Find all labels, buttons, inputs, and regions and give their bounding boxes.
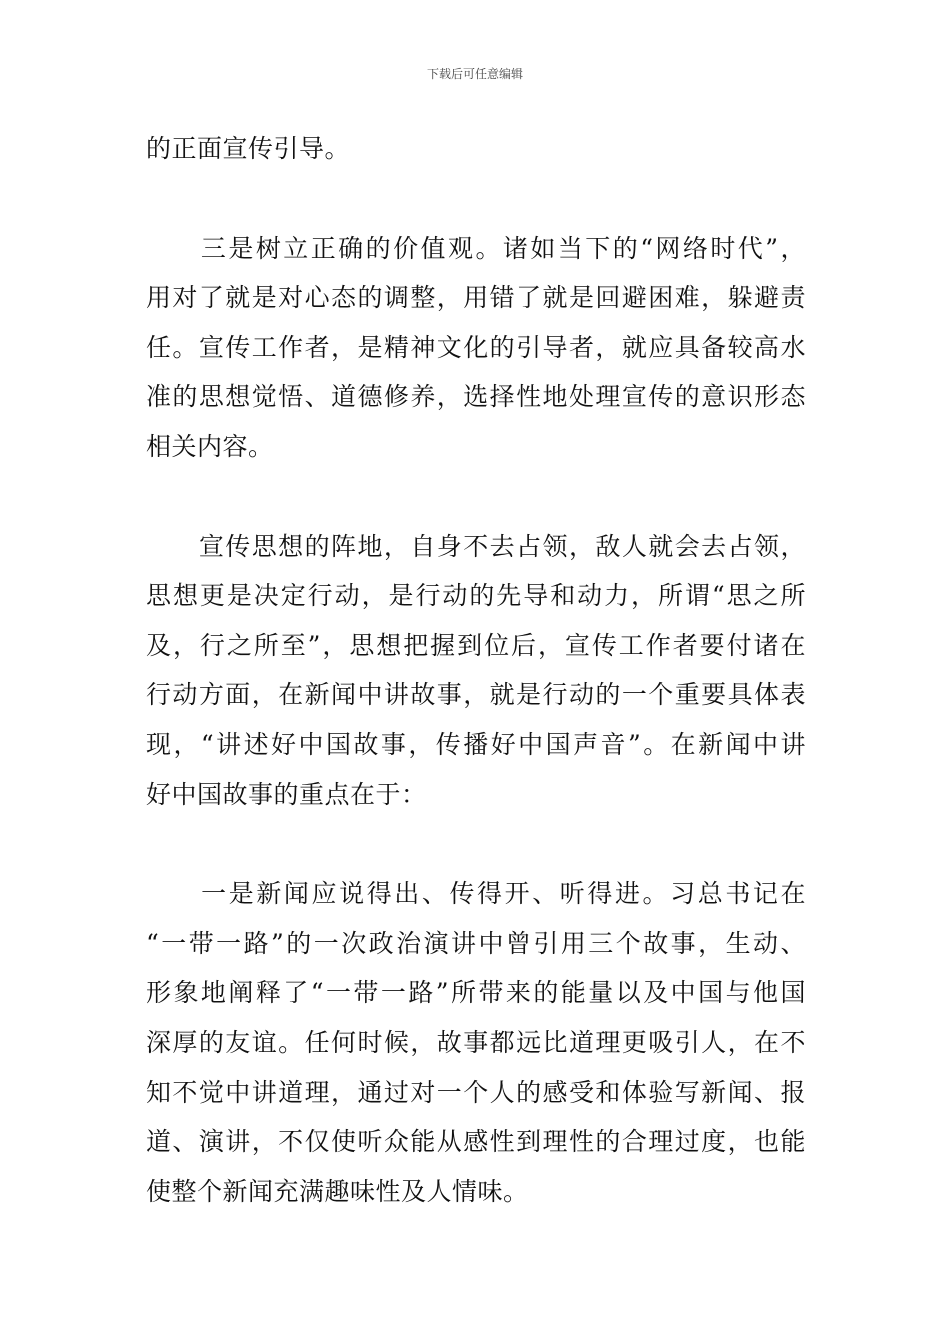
paragraph-4 [146,869,806,1216]
text-line: 深厚的友谊。任何时候，故事都远比道理更吸引人，在不 [146,1027,806,1057]
text-line: 宣传思想的阵地，自身不去占领，敌人就会去占领， [146,531,806,561]
paragraph-2 [146,224,806,472]
paragraph-gap [146,174,806,224]
text-line: 行动方面，在新闻中讲故事，就是行动的一个重要具体表 [146,680,806,710]
text-line: 相关内容。 [146,431,274,461]
page-header: 下载后可任意编辑 [426,67,523,81]
text-line: 及，行之所至”，思想把握到位后，宣传工作者要付诸在 [146,630,806,660]
text-line: 知不觉中讲道理，通过对一个人的感受和体验写新闻、报 [146,1077,806,1107]
text-line: 现，“讲述好中国故事，传播好中国声音”。在新闻中讲 [146,729,806,759]
text-line: 准的思想觉悟、道德修养，选择性地处理宣传的意识形态 [146,382,806,412]
text-line: “一带一路”的一次政治演讲中曾引用三个故事，生动、 [146,928,806,958]
text-line: 三是树立正确的价值观。诸如当下的“网络时代”， [146,233,806,263]
text-line: 道、演讲，不仅使听众能从感性到理性的合理过度，也能 [146,1127,806,1157]
paragraph-3 [146,522,806,820]
text-line: 思想更是决定行动，是行动的先导和动力，所谓“思之所 [146,581,806,611]
text-line: 用对了就是对心态的调整，用错了就是回避困难，躲避责 [146,283,806,313]
text-line: 一是新闻应说得出、传得开、听得进。习总书记在 [146,879,806,909]
document-body [146,124,806,1216]
text-line: 好中国故事的重点在于： [146,779,427,809]
text-line: 使整个新闻充满趣味性及人情味。 [146,1176,529,1206]
text-line: 的正面宣传引导。 [146,134,351,163]
paragraph-gap [146,472,806,522]
paragraph-1 [146,124,806,174]
text-line: 任。宣传工作者，是精神文化的引导者，就应具备较高水 [146,332,806,362]
paragraph-gap [146,819,806,869]
text-line: 形象地阐释了“一带一路”所带来的能量以及中国与他国 [146,978,806,1008]
